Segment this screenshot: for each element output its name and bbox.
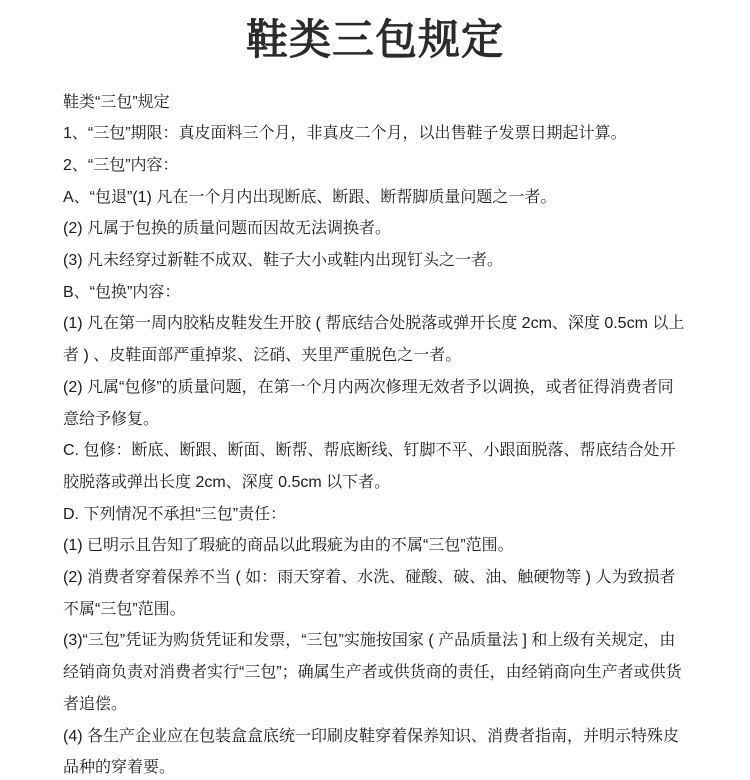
paragraph-exemption-clause-1: (1) 已明示且告知了瑕疵的商品以此瑕疵为由的不属“三包”范围。 — [63, 537, 514, 555]
paragraph-exchange-heading: B、“包换”内容： — [63, 283, 181, 301]
paragraph-refund-clause-3: (3) 凡未经穿过新鞋不成双、鞋子大小或鞋内出现钉头之一者。 — [63, 252, 504, 270]
paragraph-content-heading: 2、“三包”内容： — [63, 156, 179, 174]
paragraph-exemption-clause-3: (3)“三包”凭证为购货凭证和发票，“三包”实施按国家 ( 产品质量法 ] 和上级有关规定，由经销商负责对消费者实行“三包”；确属生产者或供货商的责任，由经销商向生产者或供货者追偿。 — [63, 632, 682, 713]
paragraph-refund-clause-2: (2) 凡属于包换的质量问题而因故无法调换者。 — [63, 220, 392, 238]
paragraph-exemption-clause-4: (4) 各生产企业应在包装盒盒底统一印刷皮鞋穿着保养知识、消费者指南，并明示特殊皮品种的穿着要。 — [63, 727, 680, 777]
paragraph-exemption-clause-2: (2) 消费者穿着保养不当 ( 如：雨天穿着、水洗、碰酸、破、油、触硬物等 ) 人为致损者不属“三包”范围。 — [63, 569, 676, 618]
paragraph-subtitle: 鞋类“三包”规定 — [63, 93, 170, 111]
paragraph-exemption-heading: D. 下列情况不承担“三包”责任： — [63, 505, 287, 523]
paragraph-term: 1、“三包”期限：真皮面料三个月，非真皮二个月，以出售鞋子发票日期起计算。 — [63, 125, 627, 143]
paragraph-repair-clause: C. 包修：断底、断跟、断面、断帮、帮底断线、钉脚不平、小跟面脱落、帮底结合处开胶脱落或弹出长度 2cm、深度 0.5cm 以下者。 — [63, 442, 676, 491]
document-body — [0, 67, 750, 780]
page-title: 鞋类三包规定 — [245, 16, 504, 63]
paragraph-exchange-clause-1: (1) 凡在第一周内胶粘皮鞋发生开胶 ( 帮底结合处脱落或弹开长度 2cm、深度 0.5cm 以上者 ) 、皮鞋面部严重掉浆、泛硝、夹里严重脱色之一者。 — [63, 315, 685, 365]
paragraph-refund-clause: A、“包退”(1) 凡在一个月内出现断底、断跟、断帮脚质量问题之一者。 — [63, 188, 557, 206]
paragraph-exchange-clause-2: (2) 凡属“包修”的质量问题，在第一个月内两次修理无效者予以调换，或者征得消费者同意给予修复。 — [63, 378, 674, 428]
